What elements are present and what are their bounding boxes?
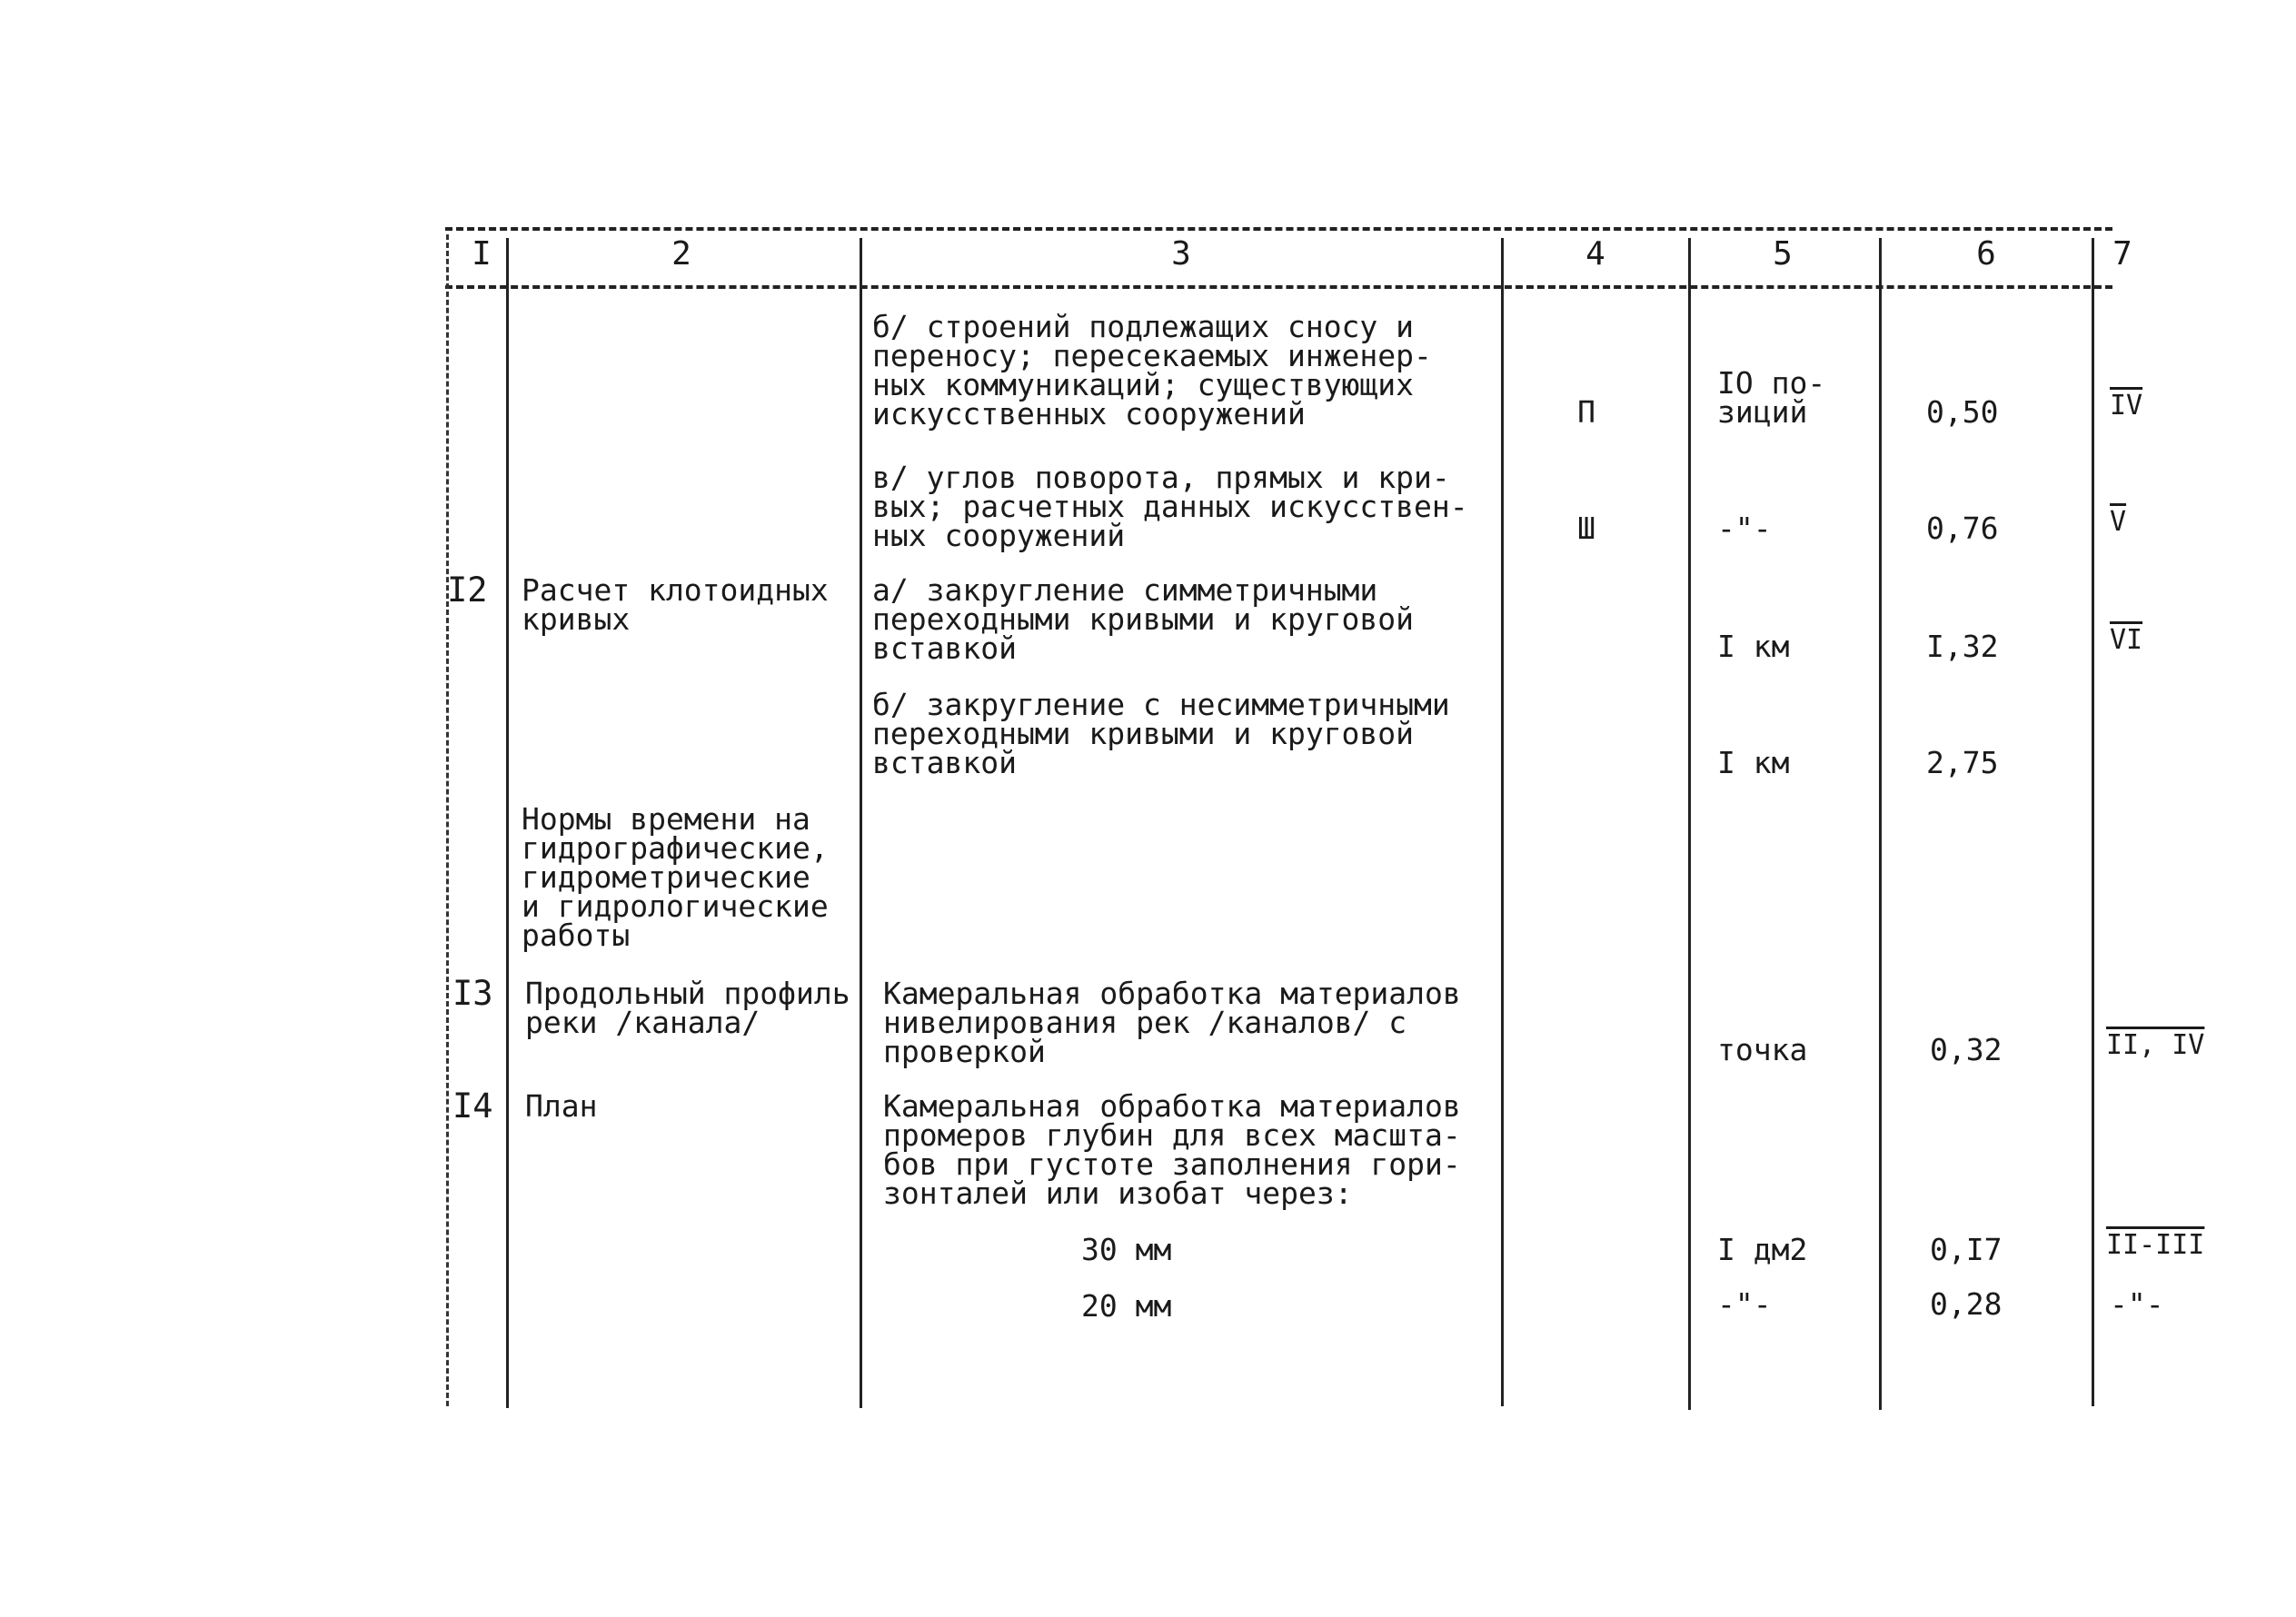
row-1-category: П — [1577, 394, 1595, 430]
row-8-value: 0,I7 — [1930, 1232, 2003, 1267]
row-1-unit: IO по- зиций — [1717, 365, 1826, 430]
row-2-value: 0,76 — [1926, 511, 1999, 546]
column-divider-1 — [506, 238, 509, 1408]
section-heading: Нормы времени на гидрографические, гидрометрические и гидрологические работы — [522, 801, 829, 953]
row-3-description: а/ закругление симметричными переходными кривыми и круговой вставкой — [872, 572, 1415, 666]
header-col-1: I — [472, 235, 492, 273]
row-4-unit: I км — [1717, 745, 1790, 780]
row-8-unit: I дм2 — [1717, 1232, 1808, 1267]
header-col-7: 7 — [2112, 235, 2132, 273]
row-6-name: Продольный профиль реки /канала/ — [525, 976, 850, 1040]
column-divider-2 — [860, 238, 862, 1408]
column-divider-3 — [1501, 238, 1504, 1406]
column-divider-6 — [2092, 238, 2094, 1406]
row-1-ref: $\overline{IV}$ — [2110, 390, 2143, 422]
row-8-ref: II-III — [2106, 1229, 2205, 1261]
row-7-name: План — [525, 1088, 598, 1124]
left-edge-line — [446, 234, 449, 1406]
row-1-value: 0,50 — [1926, 394, 1999, 430]
row-7-number: I4 — [452, 1086, 493, 1126]
row-2-unit: -"- — [1717, 511, 1772, 546]
header-top-rule — [445, 227, 2112, 231]
row-2-ref: $\overline{V}$ — [2110, 506, 2127, 538]
header-col-2: 2 — [671, 235, 691, 273]
row-4-description: б/ закругление с несимметричными переходными кривыми и круговой вставкой — [872, 687, 1450, 780]
row-6-description: Камеральная обработка материалов нивелирования рек /каналов/ с проверкой — [883, 976, 1461, 1069]
header-col-4: 4 — [1585, 235, 1605, 273]
row-4-value: 2,75 — [1926, 745, 1999, 780]
header-bottom-rule — [445, 285, 2112, 289]
row-6-value: 0,32 — [1930, 1032, 2003, 1067]
row-6-unit: точка — [1717, 1032, 1808, 1067]
header-col-3: 3 — [1171, 235, 1191, 273]
row-2-category: Ш — [1577, 511, 1595, 546]
row-2-description: в/ углов поворота, прямых и кри- вых; расчетных данных искусствен- ных сооружений — [872, 460, 1468, 553]
row-1-description: б/ строений подлежащих сносу и переносу; пересекаемых инженер- ных коммуникаций; существующих искусственных сооружений — [872, 309, 1432, 432]
row-3-name: Расчет клотоидных кривых — [522, 572, 829, 637]
column-divider-4 — [1688, 238, 1691, 1410]
row-9-unit: -"- — [1717, 1286, 1772, 1322]
row-9-value: 0,28 — [1930, 1286, 2003, 1322]
row-7-description: Камеральная обработка материалов промеров глубин для всех масшта- бов при густоте заполнения гори- зонталей или изобат через: — [883, 1088, 1461, 1211]
header-col-5: 5 — [1773, 235, 1793, 273]
row-9-ref: -"- — [2110, 1286, 2164, 1322]
row-8-description: 30 мм — [1081, 1232, 1172, 1267]
row-6-ref: II, IV — [2106, 1029, 2205, 1061]
row-3-value: I,32 — [1926, 629, 1999, 664]
row-9-description: 20 мм — [1081, 1288, 1172, 1324]
row-6-number: I3 — [452, 974, 493, 1013]
column-divider-5 — [1879, 238, 1882, 1410]
header-col-6: 6 — [1976, 235, 1996, 273]
row-3-unit: I км — [1717, 629, 1790, 664]
row-3-number: I2 — [447, 570, 488, 610]
row-3-ref: $\overline{VI}$ — [2110, 624, 2143, 656]
